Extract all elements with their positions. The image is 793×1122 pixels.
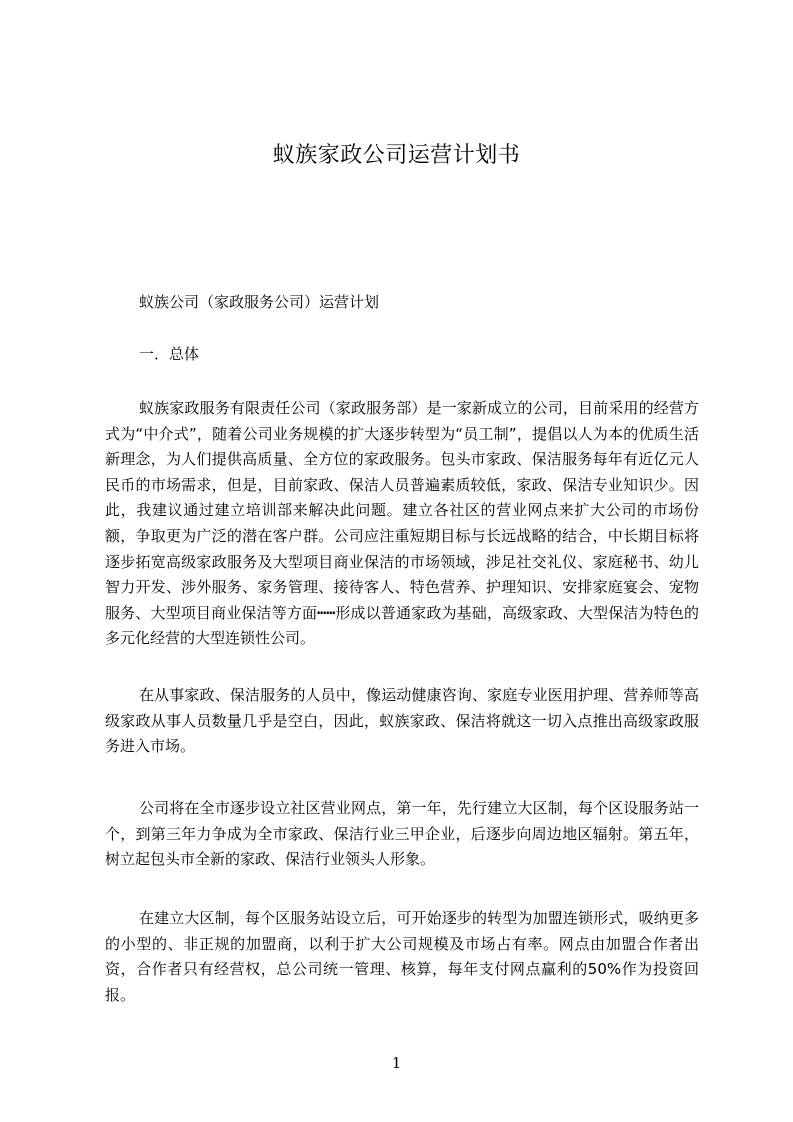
- paragraph: 蚁族家政服务有限责任公司（家政服务部）是一家新成立的公司，目前采用的经营方式为“中介式”，随着公司业务规模的扩大逐步转型为“员工制”，提倡以人为本的优质生活新理念，为人们提供高质量、全方位的家政服务。包头市家政、保洁服务每年有近亿元人民币的市场需求，但是，目前家政、保洁人员普遍素质较低，家政、保洁专业知识少。因此，我建议通过建立培训部来解决此问题。建立各社区的营业网点来扩大公司的市场份额，争取更为广泛的潜在客户群。公司应注重短期目标与长远战略的结合，中长期目标将逐步拓宽高级家政服务及大型项目商业保洁的市场领域，涉足社交礼仪、家庭秘书、幼儿智力开发、涉外服务、家务管理、接待客人、特色营养、护理知识、安排家庭宴会、宠物服务、大型项目商业保洁等方面┅┅形成以普通家政为基础，高级家政、大型保洁为特色的多元化经营的大型连锁性公司。: [105, 399, 699, 648]
- paragraph: 在从事家政、保洁服务的人员中，像运动健康咨询、家庭专业医用护理、营养师等高级家政从事人员数量几乎是空白，因此，蚁族家政、保洁将就这一切入点推出高级家政服务进入市场。: [105, 686, 699, 756]
- paragraph: 公司将在全市逐步设立社区营业网点，第一年，先行建立大区制，每个区设服务站一个，到第三年力争成为全市家政、保洁行业三甲企业，后逐步向周边地区辐射。第五年，树立起包头市全新的家政、保洁行业领头人形象。: [105, 799, 699, 869]
- document-subtitle: 蚁族公司（家政服务公司）运营计划: [139, 293, 380, 311]
- paragraph: 在建立大区制，每个区服务站设立后，可开始逐步的转型为加盟连锁形式，吸纳更多的小型的、非正规的加盟商，以利于扩大公司规模及市场占有率。网点由加盟合作者出资，合作者只有经营权，总公司统一管理、核算，每年支付网点赢利的50%作为投资回报。: [105, 909, 699, 1004]
- document-title: 蚁族家政公司运营计划书: [272, 143, 521, 168]
- page-number: 1: [391, 1054, 402, 1072]
- section-heading: 一．总体: [139, 345, 200, 363]
